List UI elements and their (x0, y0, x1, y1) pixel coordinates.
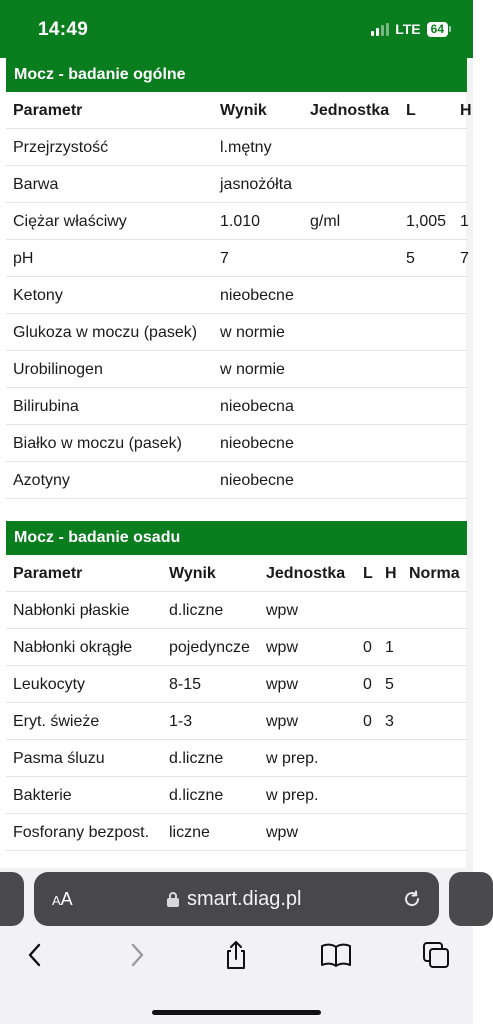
column-header-high: H (460, 102, 472, 119)
column-header-result: Wynik (169, 565, 216, 582)
previous-tab-preview[interactable] (0, 872, 24, 926)
browser-toolbar (0, 934, 473, 978)
table-row (6, 462, 467, 499)
table-urinalysis-general (6, 92, 472, 499)
cell-high: 1 (460, 213, 469, 230)
cell-result: w normie (220, 361, 285, 378)
reload-icon[interactable] (401, 888, 423, 915)
cell-result: 1.010 (220, 213, 261, 230)
table-urinalysis-sediment (6, 555, 467, 851)
table-header-row (6, 555, 467, 592)
column-header-unit: Jednostka (310, 102, 390, 119)
cell-low: 0 (363, 639, 372, 656)
address-bar[interactable] (34, 872, 439, 926)
cell-parameter: pH (13, 250, 34, 267)
table-row (6, 129, 467, 166)
cell-high: 7 (460, 250, 469, 267)
cell-unit: g/ml (310, 213, 341, 230)
cell-low: 5 (406, 250, 415, 267)
status-time: 14:49 (38, 19, 89, 40)
cell-parameter: Fosforany bezpost. (13, 824, 150, 841)
cell-low: 0 (363, 713, 372, 730)
cell-result: 1-3 (169, 713, 193, 730)
cell-result: jasnożółta (220, 176, 293, 193)
cell-parameter: Nabłonki okrągłe (13, 639, 133, 656)
section-header-urinalysis-general: Mocz - badanie ogólne (6, 58, 467, 92)
cell-parameter: Urobilinogen (13, 361, 103, 378)
cell-parameter: Glukoza w moczu (pasek) (13, 324, 198, 341)
cell-unit: wpw (266, 713, 299, 730)
cell-parameter: Ketony (13, 287, 63, 304)
cell-result: 8-15 (169, 676, 202, 693)
tabs-icon[interactable] (419, 938, 453, 972)
column-header-parameter: Parametr (13, 565, 83, 582)
column-header-parameter: Parametr (13, 102, 83, 119)
column-header-unit: Jednostka (266, 565, 346, 582)
cell-high: 5 (385, 676, 394, 693)
table-row (6, 629, 467, 666)
table-row (6, 425, 467, 462)
status-bar (0, 0, 473, 58)
table-row (6, 666, 467, 703)
cell-low: 0 (363, 676, 372, 693)
home-indicator[interactable] (152, 1010, 321, 1015)
cell-parameter: Bilirubina (13, 398, 79, 415)
cell-result: nieobecne (220, 472, 294, 489)
column-header-norm: Norma (409, 565, 460, 582)
cell-parameter: Bakterie (13, 787, 72, 804)
web-page-content[interactable] (0, 58, 473, 868)
battery-icon (427, 22, 451, 37)
table-row (6, 314, 467, 351)
cell-parameter: Białko w moczu (pasek) (13, 435, 182, 452)
cell-result: d.liczne (169, 787, 224, 804)
cell-result: w normie (220, 324, 285, 341)
url-text: smart.diag.pl (187, 888, 302, 910)
table-row (6, 592, 467, 629)
cell-result: 7 (220, 250, 229, 267)
cell-parameter: Barwa (13, 176, 59, 193)
cell-unit: wpw (266, 602, 299, 619)
column-header-result: Wynik (220, 102, 267, 119)
table-header-row (6, 92, 472, 129)
cell-low: 1,005 (406, 213, 447, 230)
cell-parameter: Ciężar właściwy (13, 213, 127, 230)
browser-bottom-bar (0, 868, 473, 1024)
network-type: LTE (395, 21, 421, 37)
cell-result: nieobecne (220, 287, 294, 304)
table-row (6, 240, 467, 277)
cell-parameter: Leukocyty (13, 676, 86, 693)
cell-unit: w prep. (266, 787, 319, 804)
back-icon[interactable] (18, 938, 52, 972)
next-tab-preview[interactable] (449, 872, 493, 926)
cell-result: d.liczne (169, 602, 224, 619)
cell-unit: wpw (266, 676, 299, 693)
table-row (6, 777, 467, 814)
bookmarks-icon[interactable] (319, 938, 353, 972)
column-header-low: L (363, 565, 373, 582)
column-header-high: H (385, 565, 397, 582)
table-row (6, 277, 467, 314)
cell-result: nieobecna (220, 398, 294, 415)
page-edge (466, 58, 473, 868)
cell-high: 1 (385, 639, 394, 656)
cell-unit: wpw (266, 639, 299, 656)
table-row (6, 703, 467, 740)
cell-result: d.liczne (169, 750, 224, 767)
battery-level: 64 (427, 22, 448, 37)
column-header-low: L (406, 102, 416, 119)
cell-result: l.mętny (220, 139, 272, 156)
table-row (6, 351, 467, 388)
cell-parameter: Nabłonki płaskie (13, 602, 130, 619)
table-row (6, 166, 467, 203)
section-header-urinalysis-sediment: Mocz - badanie osadu (6, 521, 467, 555)
cell-parameter: Przejrzystość (13, 139, 109, 156)
table-row (6, 740, 467, 777)
cell-parameter: Pasma śluzu (13, 750, 105, 767)
table-row (6, 203, 467, 240)
text-size-button[interactable]: AA (52, 889, 73, 909)
cell-high: 3 (385, 713, 394, 730)
lock-icon (167, 892, 179, 907)
cell-parameter: Azotyny (13, 472, 70, 489)
signal-icon (371, 23, 389, 36)
cell-unit: wpw (266, 824, 299, 841)
cell-parameter: Eryt. świeże (13, 713, 100, 730)
table-row (6, 388, 467, 425)
cell-result: pojedyncze (169, 639, 250, 656)
cell-result: liczne (169, 824, 210, 841)
share-icon[interactable] (219, 938, 253, 972)
status-indicators (371, 21, 451, 37)
cell-unit: w prep. (266, 750, 319, 767)
cell-result: nieobecne (220, 435, 294, 452)
forward-icon[interactable] (120, 938, 154, 972)
table-row (6, 814, 467, 851)
